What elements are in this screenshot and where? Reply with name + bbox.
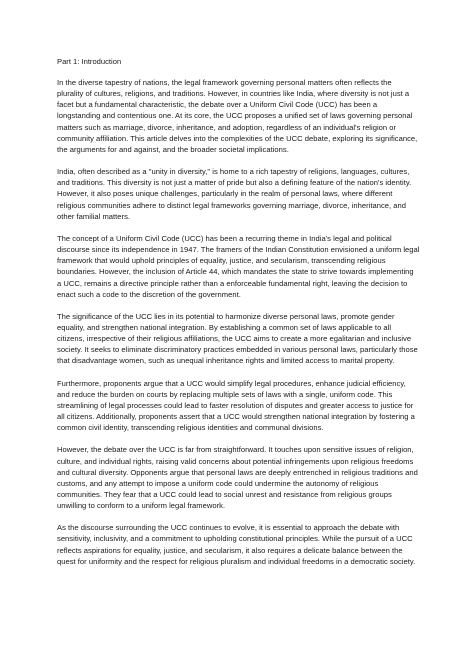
paragraph-2: India, often described as a "unity in diversity," is home to a rich tapestry of religions, languages, cultures, and traditions. This diversity is not just a matter of pride but also a defining feature of the nation's identity. However, it also poses unique challenges, particularly in the realm of personal laws, where different religious communities adhere to distinct legal frameworks governing marriage, divorce, inheritance, and other familial matters. <box>57 167 412 221</box>
paragraph-5: Furthermore, proponents argue that a UCC would simplify legal procedures, enhance judicial efficiency, and reduce the burden on courts by replacing multiple sets of laws with a single, uniform code. This streamlining of legal processes could lead to faster resolution of disputes and greater access to justice for all citizens. Additionally, proponents assert that a UCC would strengthen national integration by fostering a common civil identity, transcending religious identities and communal divisions. <box>57 378 415 433</box>
paragraph-3: The concept of a Uniform Civil Code (UCC) has been a recurring theme in India's legal and political discourse since its independence in 1947. The framers of the Indian Constitution envisioned a uniform legal framework that would uphold principles of equality, justice, and secularism, transcending religious boundaries. However, the inclusion of Article 44, which mandates the state to strive towards implementing a UCC, remains a directive principle rather than a enforceable fundamental right, leaving the decision to enact such a code to the discretion of the government. <box>57 233 420 299</box>
paragraph-1: In the diverse tapestry of nations, the legal framework governing personal matters often reflects the plurality of cultures, religions, and traditions. However, in countries like India, where diversity is not just a facet but a fundamental characteristic, the debate over a Uniform Civil Code (UCC) has been a longstanding and contentious one. At its core, the UCC proposes a unified set of laws governing personal matters such as marriage, divorce, inheritance, and adoption, regardless of an individual's religion or community affiliation. This article delves into the complexities of the UCC debate, exploring its significance, the arguments for and against, and the broader societal implications. <box>57 78 418 154</box>
section-heading: Part 1: Introduction <box>57 57 122 66</box>
paragraph-7: As the discourse surrounding the UCC continues to evolve, it is essential to approach the debate with sensitivity, inclusivity, and a commitment to upholding constitutional principles. While the pursuit of a UCC reflects aspirations for equality, justice, and secularism, it also requires a delicate balance between the quest for uniformity and the respect for religious pluralism and individual freedoms in a democratic society. <box>57 523 416 566</box>
paragraph-6: However, the debate over the UCC is far from straightforward. It touches upon sensitive issues of religion, culture, and individual rights, raising valid concerns about potential infringements upon religious freedoms and cultural diversity. Opponents argue that personal laws are deeply entrenched in religious traditions and customs, and any attempt to impose a uniform code could undermine the autonomy of religious communities. They fear that a UCC could lead to social unrest and resistance from religious groups unwilling to conform to a uniform legal framework. <box>57 445 418 511</box>
paragraph-4: The significance of the UCC lies in its potential to harmonize diverse personal laws, promote gender equality, and strengthen national integration. By establishing a common set of laws applicable to all citizens, irrespective of their religious affiliations, the UCC aims to create a more egalitarian and inclusive society. It seeks to eliminate discriminatory practices embedded in various personal laws, particularly those that disadvantage women, such as unequal inheritance rights and limited access to marital property. <box>57 311 418 366</box>
